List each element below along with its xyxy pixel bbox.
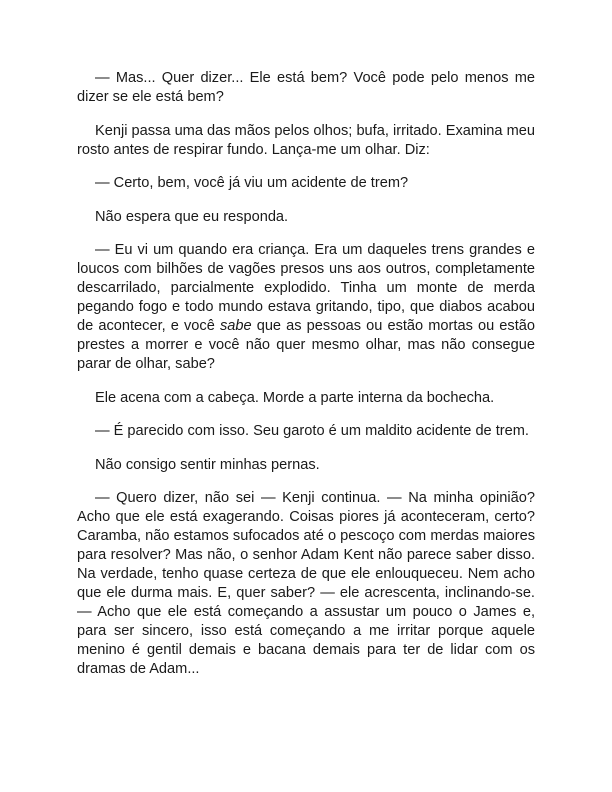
paragraph-4: Não espera que eu responda. [95, 208, 289, 225]
paragraph-9: — Quero dizer, não sei — Kenji continua. — Na minha opinião? Acho que ele está exagerando. Coisas piores já aconteceram, certo? Caramba, não estamos sufocados até o pescoço com merdas maiores para resolver? Mas não, o senhor Adam Kent não parece saber disso. Na verdade, tenho quase certeza de que ele enlouqueceu. Nem acho que ele durma mais. E, quer saber? — ele acrescenta, inclinando-se. — Acho que ele está começando a assustar um pouco o James e, para ser sincero, isso está começando a me irritar porque aquele menino é gentil demais e bacana demais para ter de lidar com os dramas de Adam... [77, 490, 535, 677]
paragraph-3: — Certo, bem, você já viu um acidente de trem? [95, 175, 409, 191]
body-text [77, 69, 535, 679]
paragraph-1: — Mas... Quer dizer... Ele está bem? Você pode pelo menos me dizer se ele está bem? [77, 70, 535, 105]
paragraph-5 [77, 241, 535, 374]
paragraph-2: Kenji passa uma das mãos pelos olhos; bufa, irritado. Examina meu rosto antes de respirar fundo. Lança-me um olhar. Diz: [77, 122, 535, 158]
paragraph-5-emphasis: sabe [219, 318, 252, 334]
paragraph-5-before: — Eu vi um quando era criança. Era um daqueles trens grandes e loucos com bilhões de vagões presos uns aos outros, completamente descarrilado, parcialmente explodido. Tinha um monte de merda pegando fogo e todo mundo estava gritando, tipo, que diabos acabou de acontecer, e você [77, 242, 535, 334]
paragraph-6: Ele acena com a cabeça. Morde a parte interna da bochecha. [95, 389, 495, 406]
paragraph-5-after: que as pessoas ou estão mortas ou estão prestes a morrer e você não quer mesmo olhar, mas não consegue parar de olhar, sabe? [77, 318, 536, 372]
paragraph-7: — É parecido com isso. Seu garoto é um maldito acidente de trem. [95, 423, 529, 439]
paragraph-8: Não consigo sentir minhas pernas. [95, 456, 320, 473]
